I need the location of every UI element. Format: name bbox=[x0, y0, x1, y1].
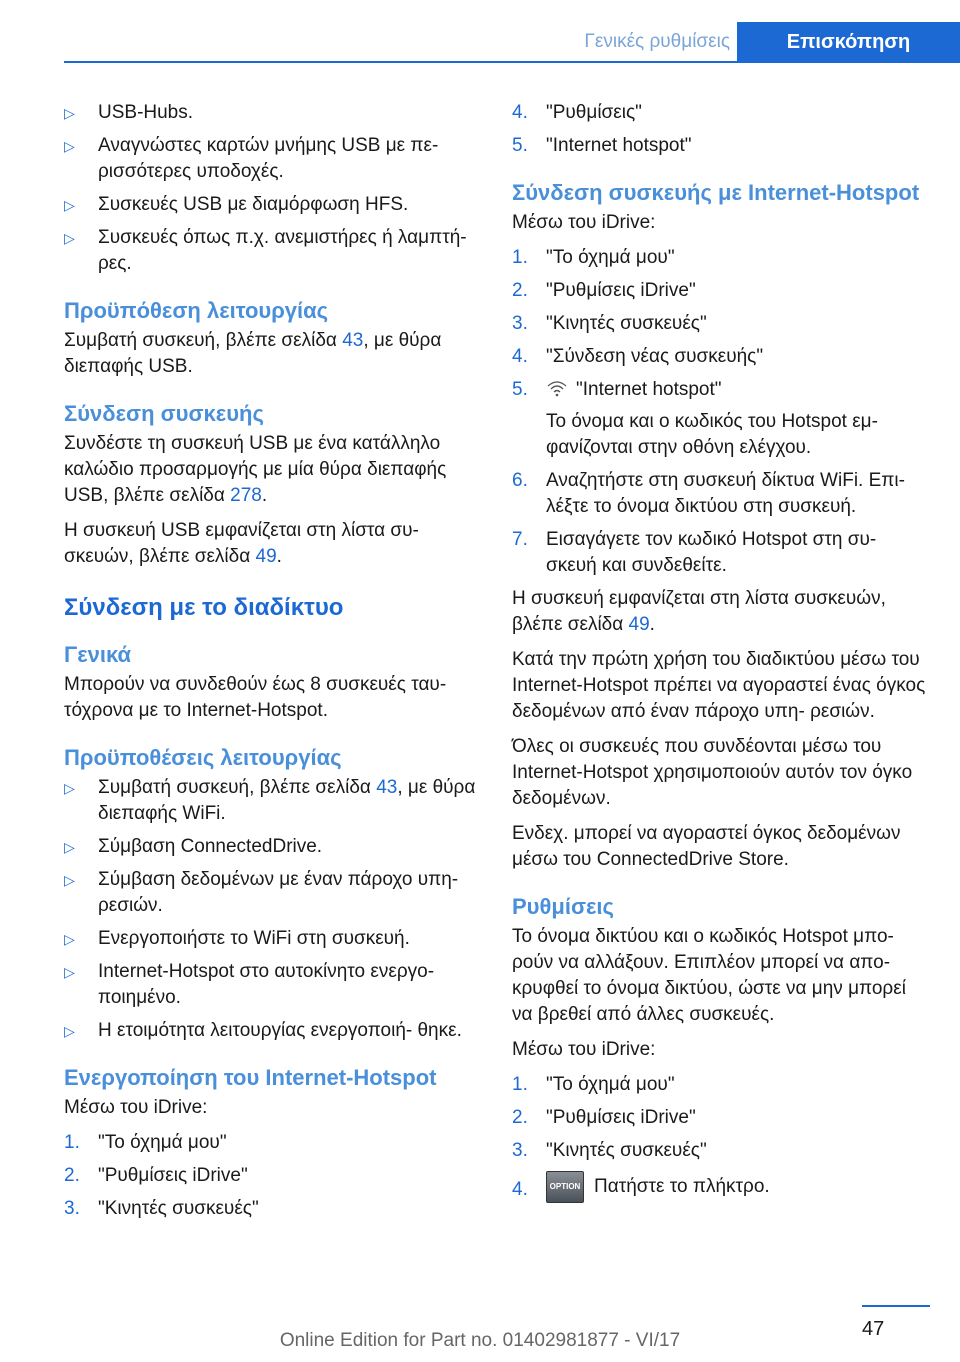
triangle-bullet-icon: ▷ bbox=[64, 197, 75, 213]
paragraph-via-idrive: Μέσω του iDrive: bbox=[64, 1097, 208, 1118]
list-item: 1. "Το όχημά μου" bbox=[512, 1074, 675, 1095]
header-rule bbox=[64, 61, 960, 63]
triangle-bullet-icon: ▷ bbox=[64, 872, 75, 888]
list-item: 4. "Ρυθμίσεις" bbox=[512, 102, 642, 123]
list-item: 3. "Κινητές συσκευές" bbox=[64, 1198, 259, 1219]
triangle-bullet-icon: ▷ bbox=[64, 230, 75, 246]
heading-internet-connection: Σύνδεση με το διαδίκτυο bbox=[64, 594, 344, 621]
list-item: ▷ Αναγνώστες καρτών μνήμης USB με πε‐ ρισσότερες υποδοχές. bbox=[64, 135, 439, 182]
steps-activate bbox=[64, 1130, 482, 1222]
header-section-title: Γενικές ρυθμίσεις bbox=[584, 31, 730, 52]
paragraph-via-idrive: Μέσω του iDrive: bbox=[512, 212, 656, 233]
option-button-icon: OPTION bbox=[546, 1171, 584, 1203]
heading-general: Γενικά bbox=[64, 642, 132, 667]
page-number-rule bbox=[862, 1305, 930, 1307]
right-column bbox=[512, 100, 930, 1210]
page-number: 47 bbox=[862, 1318, 885, 1340]
page-link[interactable]: 49 bbox=[255, 546, 277, 567]
steps-activate-continued bbox=[512, 100, 930, 159]
steps-connect bbox=[512, 245, 930, 579]
page-link[interactable]: 49 bbox=[628, 614, 650, 635]
list-item: ▷ Σύμβαση δεδομένων με έναν πάροχο υπη‐ ρεσιών. bbox=[64, 869, 459, 916]
list-item: 5. "Internet hotspot" bbox=[512, 135, 692, 156]
left-column bbox=[64, 100, 482, 1229]
list-item: ▷ Συσκευές όπως π.χ. ανεμιστήρες ή λαμπτή‐ ρες. bbox=[64, 227, 467, 274]
list-item: 4. "Σύνδεση νέας συσκευής" bbox=[512, 346, 764, 367]
paragraph-all-devices: Όλες οι συσκευές που συνδέονται μέσω του Internet-Hotspot χρησιμοποιούν αυτόν τον όγκο δεδομένων. bbox=[512, 736, 913, 809]
paragraph-via-idrive: Μέσω του iDrive: bbox=[512, 1039, 656, 1060]
heading-activate-hotspot: Ενεργοποίηση του Internet-Hotspot bbox=[64, 1065, 437, 1090]
paragraph-first-use: Κατά την πρώτη χρήση του διαδικτύου μέσω του Internet-Hotspot πρέπει να αγοραστεί ένας όγκος δεδομένων από έναν πάροχο υπη‐ ρεσιών. bbox=[512, 649, 926, 722]
list-item: 1. "Το όχημά μου" bbox=[64, 1132, 227, 1153]
list-item: 2. "Ρυθμίσεις iDrive" bbox=[512, 1107, 696, 1128]
heading-connect-device: Σύνδεση συσκευής bbox=[64, 401, 264, 426]
list-item: ▷ Ενεργοποιήστε το WiFi στη συσκευή. bbox=[64, 926, 482, 952]
paragraph-device-list: Η συσκευή εμφανίζεται στη λίστα συσκευών, βλέπε σελίδα 49. bbox=[512, 588, 886, 635]
steps-settings bbox=[512, 1072, 930, 1203]
page-link[interactable]: 43 bbox=[376, 777, 398, 798]
list-item: 6. Αναζητήστε στη συσκευή δίκτυα WiFi. Επι‐ λέξτε το όνομα δικτύου στη συσκευή. bbox=[512, 470, 905, 517]
triangle-bullet-icon: ▷ bbox=[64, 138, 75, 154]
heading-prerequisite: Προϋπόθεση λειτουργίας bbox=[64, 298, 329, 323]
paragraph-general: Μπορούν να συνδεθούν έως 8 συσκευές ταυ‐ τόχρονα με το Internet-Hotspot. bbox=[64, 674, 447, 721]
triangle-bullet-icon: ▷ bbox=[64, 105, 75, 121]
list-item: 1. "Το όχημά μου" bbox=[512, 247, 675, 268]
list-item: ▷ Internet-Hotspot στο αυτοκίνητο ενεργο‐ ποιημένο. bbox=[64, 961, 435, 1008]
list-item: 3. "Κινητές συσκευές" bbox=[512, 313, 707, 334]
list-item: 7. Εισαγάγετε τον κωδικό Hotspot στη συ‐ σκευή και συνδεθείτε. bbox=[512, 529, 877, 576]
triangle-bullet-icon: ▷ bbox=[64, 839, 75, 855]
list-item: ▷ Σύμβαση ConnectedDrive. bbox=[64, 834, 482, 860]
paragraph-device-shown: Η συσκευή USB εμφανίζεται στη λίστα συ‐ σκευών, βλέπε σελίδα 49. bbox=[64, 520, 419, 567]
list-item: 2. "Ρυθμίσεις iDrive" bbox=[64, 1165, 248, 1186]
list-item: 4. OPTION Πατήστε το πλήκτρο. bbox=[512, 1171, 930, 1203]
list-item: 5. "Internet hotspot" Το όνομα και ο κωδικός του Hotspot εμ‐ φανίζονται στην οθόνη ελέγχου. bbox=[512, 377, 930, 461]
triangle-bullet-icon: ▷ bbox=[64, 1023, 75, 1039]
heading-prerequisites: Προϋποθέσεις λειτουργίας bbox=[64, 745, 342, 770]
heading-connect-to-hotspot: Σύνδεση συσκευής με Internet-Hotspot bbox=[512, 180, 920, 205]
wifi-icon bbox=[546, 379, 568, 397]
heading-settings: Ρυθμίσεις bbox=[512, 894, 614, 919]
paragraph-buy-data: Ενδεχ. μπορεί να αγοραστεί όγκος δεδομένων μέσω του ConnectedDrive Store. bbox=[512, 823, 901, 870]
list-item: ▷ Συσκευές USB με διαμόρφωση HFS. bbox=[64, 192, 482, 218]
triangle-bullet-icon: ▷ bbox=[64, 931, 75, 947]
page-link[interactable]: 43 bbox=[342, 330, 364, 351]
triangle-bullet-icon: ▷ bbox=[64, 964, 75, 980]
step-note: Το όνομα και ο κωδικός του Hotspot εμ‐ φανίζονται στην οθόνη ελέγχου. bbox=[546, 411, 878, 458]
footer-edition: Online Edition for Part no. 01402981877 - VI/17 bbox=[279, 1330, 681, 1351]
bullet-list-prerequisites bbox=[64, 775, 482, 1044]
paragraph-settings: Το όνομα δικτύου και ο κωδικός Hotspot μπο‐ ρούν να αλλάξουν. Επιπλέον μπορεί να απο‐ κρυφθεί το όνομα δικτύου, ώστε να μην μπορεί να βρεθεί από άλλες συσκευές. bbox=[512, 926, 906, 1025]
paragraph-prerequisite: Συμβατή συσκευή, βλέπε σελίδα 43, με θύρα διεπαφής USB. bbox=[64, 330, 442, 377]
list-item: ▷ USB-Hubs. bbox=[64, 100, 482, 126]
bullet-list-devices bbox=[64, 100, 482, 277]
list-item: ▷ Συμβατή συσκευή, βλέπε σελίδα 43, με θύρα διεπαφής WiFi. bbox=[64, 777, 476, 824]
triangle-bullet-icon: ▷ bbox=[64, 780, 75, 796]
list-item: 2. "Ρυθμίσεις iDrive" bbox=[512, 280, 696, 301]
page-link[interactable]: 278 bbox=[230, 485, 262, 506]
header-tab[interactable]: Επισκόπηση bbox=[737, 22, 960, 62]
list-item: 3. "Κινητές συσκευές" bbox=[512, 1140, 707, 1161]
paragraph-connect: Συνδέστε τη συσκευή USB με ένα κατάλληλο καλώδιο προσαρμογής με μία θύρα διεπαφής USB, βλέπε σελίδα 278. bbox=[64, 433, 447, 506]
list-item: ▷ Η ετοιμότητα λειτουργίας ενεργοποιή‐ θηκε. bbox=[64, 1018, 482, 1044]
